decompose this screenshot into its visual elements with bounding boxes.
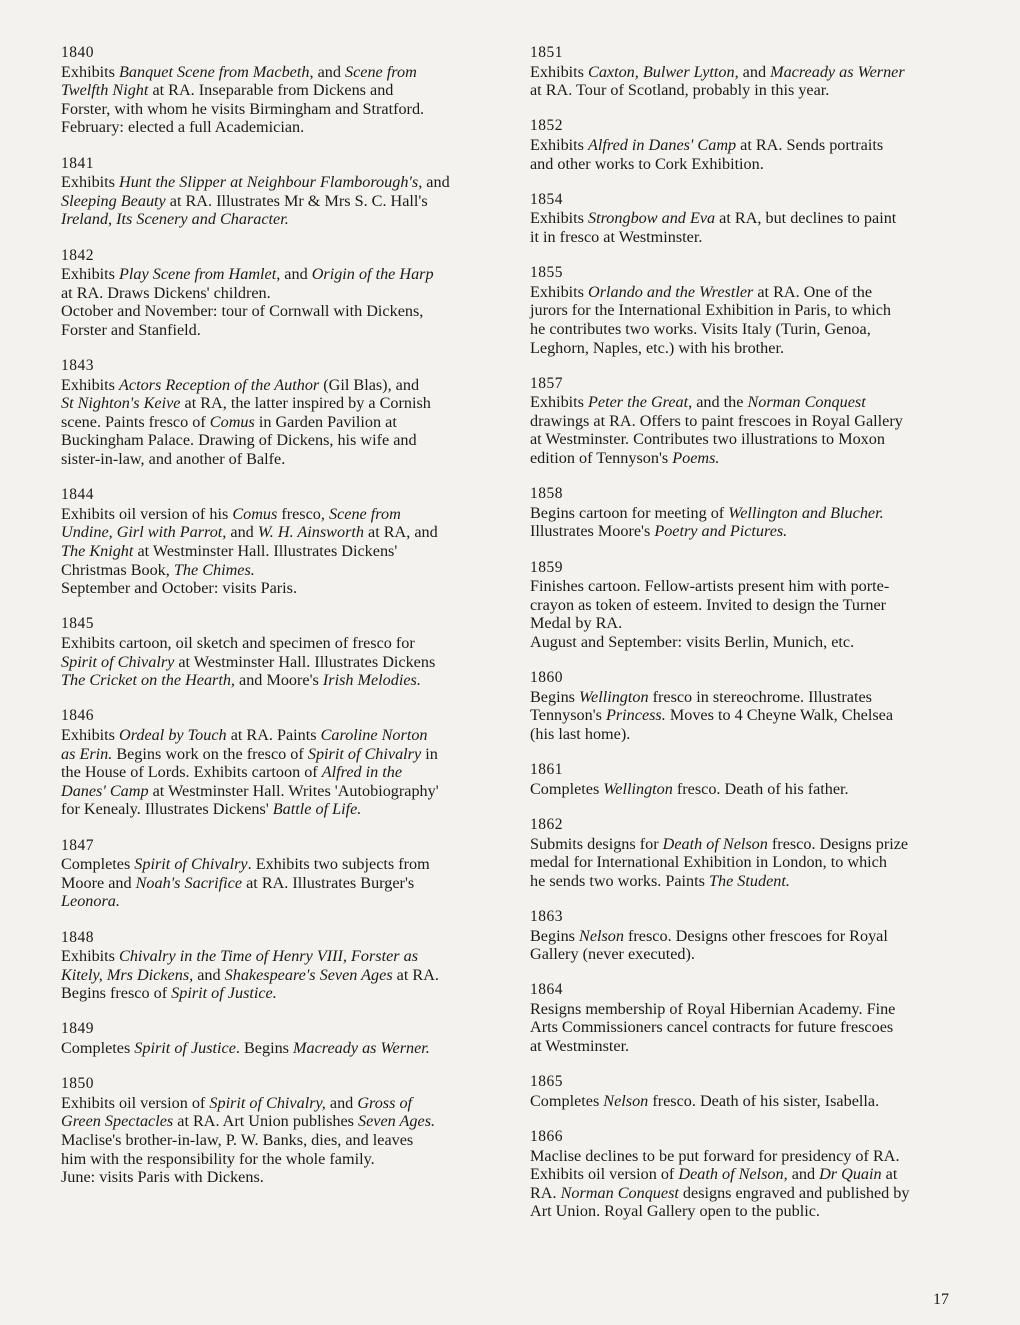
entry-line [530,872,910,891]
entry-line [61,782,450,801]
entry-line [61,450,450,469]
entry-line [530,63,910,82]
text-segment: (Gil Blas), and [319,375,420,394]
text-segment: at Westminster. Contributes two illustrations to Moxon [530,430,885,449]
text-segment: at RA. Illustrates Mr & Mrs S. C. Hall's [165,191,428,210]
entry-line [61,671,450,690]
italic-title: Seven Ages. [358,1112,436,1131]
text-segment: at RA. Inseparable from Dickens and [148,81,394,100]
chronology-entry [61,837,450,911]
italic-title: Ordeal by Touch [119,725,227,744]
entry-line [530,393,910,412]
italic-title: Gross of [357,1093,413,1112]
chronology-entry [530,485,910,541]
entry-year: 1857 [530,374,563,392]
italic-title: Twelfth Night [61,81,149,100]
italic-title: Undine, Girl with Parrot, [61,523,227,542]
text-segment: at Westminster Hall. Illustrates Dickens [174,652,436,671]
chronology-entry [61,155,450,229]
entry-line [530,155,910,174]
entry-line [530,633,910,652]
text-segment: fresco. Death of his sister, Isabella. [648,1091,880,1110]
text-segment: Exhibits [530,135,589,154]
text-segment: at RA. Tour of Scotland, probably in this year. [530,81,830,100]
entry-year: 1866 [530,1128,563,1146]
chronology-entry [530,908,910,964]
entry-line [61,579,450,598]
text-segment: Begins cartoon for meeting of [530,503,729,522]
italic-title: Comus [232,504,278,523]
entry-line [530,301,910,320]
text-segment: and [193,965,225,984]
entry-year: 1843 [61,357,94,375]
chronology-entry [530,264,910,357]
entry-line [530,1037,910,1056]
text-segment: Leghorn, Naples, etc.) with his brother. [530,338,784,357]
entry-line [530,1018,910,1037]
text-segment: Gallery (never executed). [530,945,695,964]
chronology-entry [61,357,450,469]
text-segment: Exhibits oil version of his [61,504,233,523]
entry-year: 1862 [530,815,563,833]
entry-year: 1848 [61,928,94,946]
entry-line [61,265,450,284]
text-segment: Illustrates Moore's [530,522,655,541]
text-segment: August and September: visits Berlin, Munich, etc. [530,633,855,651]
entry-line [61,173,450,192]
text-segment: and [738,62,771,81]
text-segment: at [881,1165,898,1184]
text-segment: sister-in-law, and another of Balfe. [61,450,286,469]
entry-line [61,376,450,395]
text-segment: Completes [61,855,135,874]
italic-title: The Chimes. [173,560,255,579]
entry-year: 1860 [530,669,563,687]
text-segment: at RA, the latter inspired by a Cornish [180,394,431,413]
text-segment: Exhibits [61,375,120,394]
entry-line [530,1147,910,1166]
entry-line [530,780,910,799]
text-segment: Exhibits [530,209,589,228]
text-segment: February: elected a full Academician. [61,118,305,137]
italic-title: W. H. Ainsworth [257,523,364,542]
text-segment: September and October: visits Paris. [61,579,298,598]
text-segment: edition of Tennyson's [530,449,673,468]
italic-title: Play Scene from Hamlet [119,265,277,284]
italic-title: Spirit of Justice [134,1039,236,1058]
italic-title: Death of Nelson, [678,1165,788,1184]
italic-title: Danes' Camp [61,781,149,800]
left-column [61,44,450,1204]
text-segment: fresco in stereochrome. Illustrates [648,687,872,706]
entry-line [530,339,910,358]
entry-year: 1844 [61,486,94,504]
text-segment: Exhibits [61,265,120,284]
entry-line [530,577,910,596]
text-segment: for Kenealy. Illustrates Dickens' [61,800,273,819]
entry-line [530,136,910,155]
entry-line [530,945,910,964]
text-segment: Forster and Stanfield. [61,320,201,339]
italic-title: Green Spectacles [61,1112,174,1131]
italic-title: The Cricket on the Hearth, [61,671,235,690]
text-segment: Submits designs for [530,834,663,853]
text-segment: Exhibits [61,173,120,192]
italic-title: Hunt the Slipper at Neighbour Flamborough's, [119,173,423,192]
italic-title: Spirit of Chivalry [61,652,175,671]
text-segment: and [325,1093,358,1112]
entry-line [61,321,450,340]
entry-year: 1845 [61,615,94,633]
italic-title: Battle of Life. [272,800,362,819]
text-segment: in [421,744,438,763]
italic-title: Comus [209,412,255,431]
chronology-entry [61,1020,450,1057]
chronology-entry [530,761,910,798]
italic-title: Macready as Werner. [293,1039,430,1058]
chronology-entry [61,44,450,137]
entry-line [530,725,910,744]
entry-line [61,1112,450,1131]
entry-year: 1863 [530,907,563,925]
text-segment: and other works to Cork Exhibition. [530,154,764,173]
entry-line [61,855,450,874]
entry-line [61,302,450,321]
text-segment: at RA, and [363,523,438,542]
italic-title: Princess. [605,706,666,725]
italic-title: St Nighton's Keive [61,394,181,413]
text-segment: , and [276,265,312,284]
text-segment: Begins work on the fresco of [112,744,308,763]
entry-line [61,284,450,303]
text-segment: Tennyson's [530,706,606,725]
text-segment: at RA. [392,965,439,984]
entry-line [530,927,910,946]
text-segment: . Exhibits two subjects from [247,855,430,874]
italic-title: Banquet Scene from Macbeth [119,62,310,81]
entry-year: 1861 [530,761,563,779]
text-segment: RA. [530,1183,561,1202]
text-segment: the House of Lords. Exhibits cartoon of [61,763,322,782]
chronology-entry [61,486,450,598]
text-segment: at RA. Draws Dickens' children. [61,283,271,302]
italic-title: Alfred in Danes' Camp [588,135,737,154]
text-segment: Exhibits oil version of [530,1165,679,1184]
text-segment: he sends two works. Paints [530,871,709,890]
text-segment: crayon as token of esteem. Invited to design the Turner [530,595,887,614]
entry-year: 1865 [530,1073,563,1091]
italic-title: Kitely, Mrs Dickens, [61,965,194,984]
italic-title: Dr Quain [819,1165,882,1184]
entry-line [61,947,450,966]
italic-title: Peter the Great [588,393,689,412]
chronology-entry [530,1128,910,1221]
chronology-entry [530,191,910,247]
text-segment: fresco, [277,504,329,523]
entry-line [61,81,450,100]
entry-line [530,228,910,247]
text-segment: October and November: tour of Cornwall with Dickens, [61,302,424,321]
entry-line [530,522,910,541]
italic-title: Spirit of Chivalry [134,855,248,874]
entry-year: 1846 [61,707,94,725]
text-segment: scene. Paints fresco of [61,412,210,431]
text-segment: at Westminster Hall. Writes 'Autobiography' [148,781,439,800]
entry-line [530,430,910,449]
entry-year: 1855 [530,264,563,282]
text-segment: he contributes two works. Visits Italy (Turin, Genoa, [530,319,871,338]
text-segment: him with the responsibility for the whole family. [61,1149,375,1168]
entry-year: 1851 [530,44,563,61]
entry-line [61,1150,450,1169]
entry-line [61,653,450,672]
text-segment: Exhibits [530,62,589,81]
text-segment: fresco. Designs other frescoes for Royal [623,926,888,945]
italic-title: Strongbow and Eva [588,209,716,228]
chronology-entry [530,816,910,890]
italic-title: Sleeping Beauty [61,191,166,210]
chronology-entry [61,707,450,819]
entry-year: 1841 [61,154,94,172]
italic-title: Origin of the Harp [311,265,434,284]
text-segment: Completes [530,1091,604,1110]
text-segment: , and [309,62,345,81]
text-segment: and Moore's [234,671,323,690]
text-segment: Christmas Book, [61,560,174,579]
italic-title: The Knight [61,542,134,561]
entry-year: 1854 [530,190,563,208]
text-segment: Begins fresco of [61,984,172,1003]
entry-line [530,1092,910,1111]
italic-title: Chivalry in the Time of Henry VIII, Forster as [119,947,418,966]
entry-line [530,835,910,854]
text-segment: Exhibits [530,282,589,301]
italic-title: as Erin. [61,744,113,763]
italic-title: Caroline Norton [320,725,428,744]
entry-year: 1852 [530,117,563,135]
entry-year: 1850 [61,1075,94,1093]
entry-line [61,210,450,229]
chronology-entry [530,117,910,173]
italic-title: Norman Conquest [560,1183,679,1202]
entry-line [61,984,450,1003]
entry-line [61,561,450,580]
text-segment: at RA. One of the [753,282,873,301]
entry-line [61,634,450,653]
italic-title: Orlando and the Wrestler [588,282,754,301]
text-segment: Exhibits cartoon, oil sketch and specimen of fresco for [61,634,415,652]
italic-title: Macready as Werner [770,62,905,81]
italic-title: The Student. [708,871,790,890]
italic-title: Wellington [579,687,649,706]
text-segment: fresco. Death of his father. [672,779,849,798]
text-segment: Resigns membership of Royal Hibernian Academy. Fine [530,999,896,1018]
text-segment: at RA. Art Union publishes [173,1112,359,1131]
entry-year: 1864 [530,981,563,999]
text-segment: Medal by RA. [530,614,623,633]
entry-line [530,853,910,872]
text-segment: Exhibits oil version of [61,1093,210,1112]
right-column [530,44,910,1239]
entry-line [530,688,910,707]
text-segment: Art Union. Royal Gallery open to the public. [530,1202,820,1221]
entry-line [530,412,910,431]
italic-title: Death of Nelson [662,834,768,853]
text-segment: at Westminster Hall. Illustrates Dickens' [133,542,398,561]
entry-line [61,726,450,745]
text-segment: (his last home). [530,724,631,743]
chronology-entry [61,929,450,1003]
italic-title: Spirit of Chivalry [307,744,422,763]
entry-line [530,1000,910,1019]
italic-title: Leonora. [61,892,120,911]
entry-line [530,209,910,228]
text-segment: Finishes cartoon. Fellow-artists present him with porte- [530,577,890,596]
text-segment: Maclise's brother-in-law, P. W. Banks, dies, and leaves [61,1131,414,1150]
entry-line [61,966,450,985]
text-segment: Completes [61,1039,135,1058]
entry-line [530,320,910,339]
italic-title: Norman Conquest [747,393,866,412]
entry-line [61,874,450,893]
text-segment: at RA. Sends portraits [736,135,884,154]
text-segment: it in fresco at Westminster. [530,227,703,246]
entry-line [61,542,450,561]
text-segment: at RA. Illustrates Burger's [242,873,415,892]
text-segment: at RA, but declines to paint [715,209,897,228]
text-segment: Begins [530,926,580,945]
entry-line [61,100,450,119]
text-segment: Completes [530,779,604,798]
entry-line [530,504,910,523]
text-segment: Moore and [61,873,136,892]
italic-title: Poems. [672,449,720,468]
entry-line [530,81,910,100]
text-segment: in Garden Pavilion at [254,412,397,431]
chronology-entry [530,559,910,652]
italic-title: Spirit of Justice. [171,984,277,1003]
italic-title: Ireland, Its Scenery and Character. [61,210,289,229]
entry-year: 1840 [61,44,94,61]
text-segment: Exhibits [61,947,120,966]
chronology-entry [530,1073,910,1110]
chronology-entry [61,615,450,689]
entry-line [61,745,450,764]
chronology-entry [530,44,910,100]
entry-line [61,800,450,819]
italic-title: Wellington and Blucher. [728,503,884,522]
text-segment: at RA. Paints [226,725,321,744]
chronology-entry [530,669,910,743]
italic-title: Caxton, Bulwer Lytton, [588,62,739,81]
text-segment: and [226,523,258,542]
entry-line [61,1131,450,1150]
text-segment: fresco. Designs prize [767,834,909,853]
entry-line [61,413,450,432]
chronology-entry [530,981,910,1055]
text-segment: Begins [530,687,580,706]
italic-title: Poetry and Pictures. [654,522,788,541]
text-segment: . Begins [235,1039,294,1058]
entry-year: 1858 [530,485,563,503]
entry-line [61,763,450,782]
text-segment: , and the [688,393,748,412]
italic-title: Nelson [579,926,624,945]
entry-line [61,394,450,413]
italic-title: Actors Reception of the Author [119,375,320,394]
text-segment: at Westminster. [530,1037,630,1056]
italic-title: Wellington [603,779,673,798]
text-segment: Arts Commissioners cancel contracts for future frescoes [530,1018,894,1037]
entry-line [61,505,450,524]
chronology-entry [530,375,910,468]
entry-line [61,1094,450,1113]
text-segment: Exhibits [61,62,120,81]
entry-year: 1859 [530,558,563,576]
entry-line [61,63,450,82]
text-segment: Moves to 4 Cheyne Walk, Chelsea [665,706,894,725]
entry-line [530,706,910,725]
italic-title: Spirit of Chivalry, [209,1093,326,1112]
text-segment: and [422,173,450,192]
italic-title: Shakespeare's Seven Ages [224,965,393,984]
text-segment: Forster, with whom he visits Birmingham and Stratford. [61,99,425,118]
page-number: 17 [933,1291,949,1308]
text-segment: Maclise declines to be put forward for presidency of RA. [530,1146,900,1165]
text-segment: Exhibits [61,725,120,744]
italic-title: Alfred in the [321,763,403,782]
entry-line [61,1039,450,1058]
italic-title: Noah's Sacrifice [135,873,243,892]
entry-year: 1847 [61,836,94,854]
italic-title: Nelson [603,1091,649,1110]
italic-title: Irish Melodies. [322,671,421,690]
entry-line [61,192,450,211]
entry-year: 1849 [61,1020,94,1038]
entry-line [530,596,910,615]
entry-line [530,1165,910,1184]
text-segment: Buckingham Palace. Drawing of Dickens, his wife and [61,431,417,450]
text-segment: and [787,1165,820,1184]
entry-line [61,523,450,542]
italic-title: Scene from [344,62,417,81]
entry-line [530,449,910,468]
entry-line [61,892,450,911]
entry-line [61,431,450,450]
chronology-entry [61,1075,450,1187]
text-segment: drawings at RA. Offers to paint frescoes in Royal Gallery [530,411,903,430]
text-segment: medal for International Exhibition in London, to which [530,853,887,872]
text-segment: June: visits Paris with Dickens. [61,1168,264,1187]
entry-year: 1842 [61,246,94,264]
entry-line [61,118,450,137]
text-segment: Exhibits [530,393,589,412]
chronology-entry [61,247,450,340]
text-segment: jurors for the International Exhibition in Paris, to which [530,301,892,320]
entry-line [61,1168,450,1187]
entry-line [530,1184,910,1203]
text-segment: designs engraved and published by [678,1183,910,1202]
entry-line [530,1202,910,1221]
entry-line [530,283,910,302]
entry-line [530,614,910,633]
italic-title: Scene from [328,504,401,523]
